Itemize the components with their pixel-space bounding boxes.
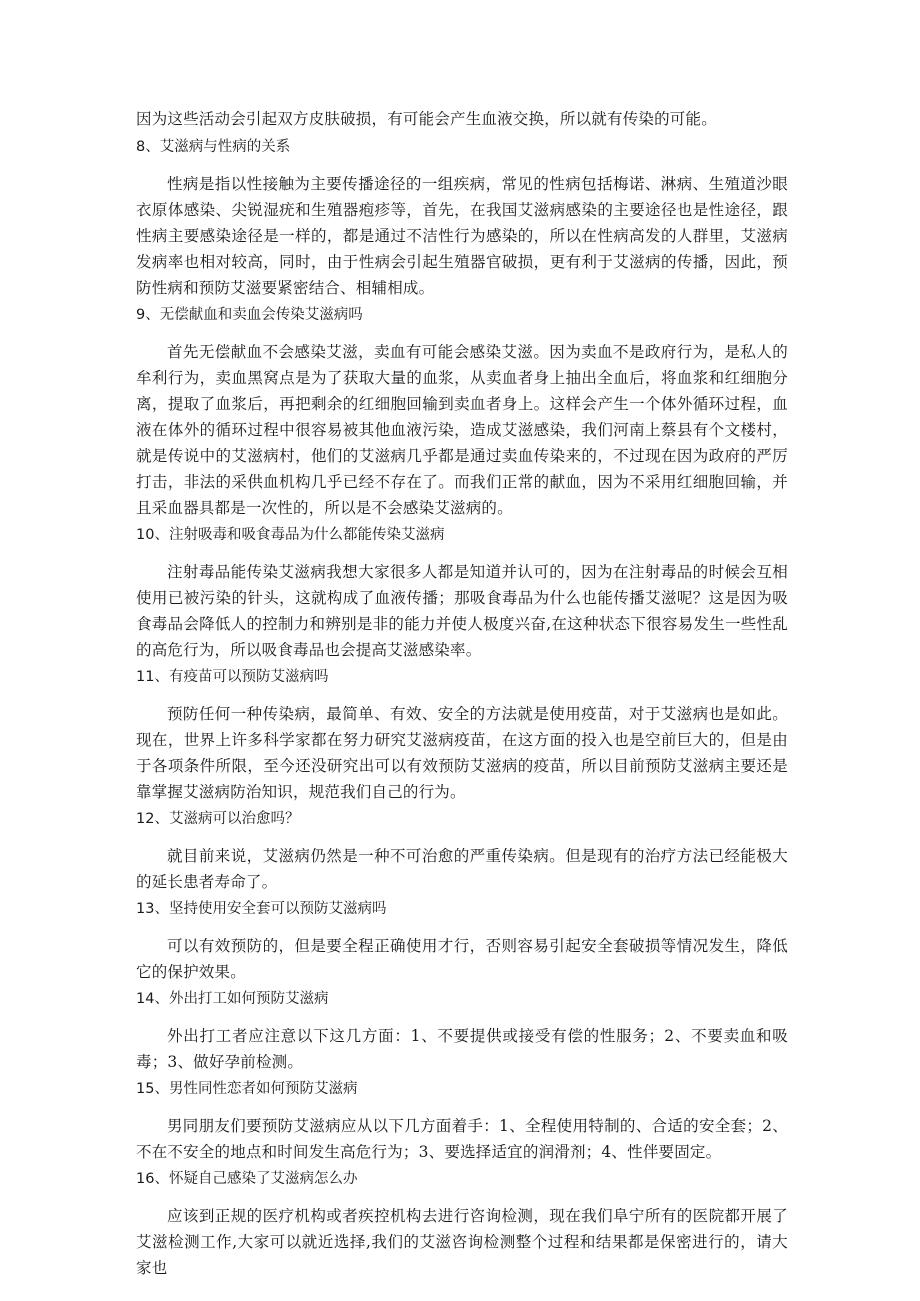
section-body: 注射毒品能传染艾滋病我想大家很多人都是知道并认可的，因为在注射毒品的时候会互相使用已被污染的针头，这就构成了血液传播；那吸食毒品为什么也能传播艾滋呢？这是因为吸食毒品会降低人的控制力和辨别是非的能力并使人极度兴奋,在这种状态下很容易发生一些性乱的高危行为，所以吸食毒品也会提高艾滋感染率。 (136, 563, 788, 659)
section-16 (136, 1166, 788, 1281)
section-15 (136, 1076, 788, 1165)
section-heading: 15、男性同性恋者如何预防艾滋病 (136, 1081, 358, 1097)
section-heading: 9、无偿献血和卖血会传染艾滋病吗 (136, 307, 363, 323)
section-body: 应该到正规的医疗机构或者疾控机构去进行咨询检测，现在我们阜宁所有的医院都开展了艾滋检测工作,大家可以就近选择,我们的艾滋咨询检测整个过程和结果都是保密进行的，请大家也 (136, 1207, 788, 1277)
section-13 (136, 896, 788, 985)
section-12 (136, 806, 788, 895)
section-heading: 11、有疫苗可以预防艾滋病吗 (136, 669, 329, 685)
section-heading: 8、艾滋病与性病的关系 (136, 139, 291, 155)
section-9 (136, 302, 788, 521)
section-body: 男同朋友们要预防艾滋病应从以下几方面着手：1、全程使用特制的、合适的安全套；2、不在不安全的地点和时间发生高危行为；3、要选择适宜的润滑剂；4、性伴要固定。 (136, 1117, 788, 1161)
section-11 (136, 664, 788, 805)
section-body: 可以有效预防的，但是要全程正确使用才行，否则容易引起安全套破损等情况发生，降低它的保护效果。 (136, 937, 788, 981)
section-body: 预防任何一种传染病，最简单、有效、安全的方法就是使用疫苗，对于艾滋病也是如此。现在，世界上许多科学家都在努力研究艾滋病疫苗，在这方面的投入也是空前巨大的，但是由于各项条件所限，至今还没研究出可以有效预防艾滋病的疫苗，所以目前预防艾滋病主要还是靠掌握艾滋病防治知识，规范我们自己的行为。 (136, 705, 788, 801)
section-10 (136, 522, 788, 663)
section-body: 首先无偿献血不会感染艾滋，卖血有可能会感染艾滋。因为卖血不是政府行为，是私人的牟利行为，卖血黑窝点是为了获取大量的血浆，从卖血者身上抽出全血后，将血浆和红细胞分离，提取了血浆后，再把剩余的红细胞回输到卖血者身上。这样会产生一个体外循环过程，血液在体外的循环过程中很容易被其他血液污染，造成艾滋感染，我们河南上蔡县有个文楼村，就是传说中的艾滋病村，他们的艾滋病几乎都是通过卖血传染来的，不过现在因为政府的严厉打击，非法的采供血机构几乎已经不存在了。而我们正常的献血，因为不采用红细胞回输，并且采血器具都是一次性的，所以是不会感染艾滋病的。 (136, 343, 788, 517)
section-8 (136, 134, 788, 301)
section-heading: 16、怀疑自己感染了艾滋病怎么办 (136, 1171, 358, 1187)
section-body: 就目前来说，艾滋病仍然是一种不可治愈的严重传染病。但是现有的治疗方法已经能极大的延长患者寿命了。 (136, 847, 788, 891)
section-heading: 14、外出打工如何预防艾滋病 (136, 991, 329, 1007)
section-body: 性病是指以性接触为主要传播途径的一组疾病，常见的性病包括梅诺、淋病、生殖道沙眼衣原体感染、尖锐湿疣和生殖器疱疹等，首先，在我国艾滋病感染的主要途径也是性途径，跟性病主要感染途径是一样的，都是通过不洁性行为感染的，所以在性病高发的人群里，艾滋病发病率也相对较高，同时，由于性病会引起生殖器官破损，更有利于艾滋病的传播，因此，预防性病和预防艾滋要紧密结合、相辅相成。 (136, 175, 788, 297)
section-heading: 10、注射吸毒和吸食毒品为什么都能传染艾滋病 (136, 527, 445, 543)
section-heading: 12、艾滋病可以治愈吗？ (136, 811, 300, 827)
document-page (136, 106, 788, 1282)
section-body: 外出打工者应注意以下这几方面：1、不要提供或接受有偿的性服务；2、不要卖血和吸毒；3、做好孕前检测。 (136, 1027, 788, 1071)
section-heading: 13、坚持使用安全套可以预防艾滋病吗 (136, 901, 387, 917)
intro-paragraph: 因为这些活动会引起双方皮肤破损，有可能会产生血液交换，所以就有传染的可能。 (136, 110, 717, 128)
section-14 (136, 986, 788, 1075)
